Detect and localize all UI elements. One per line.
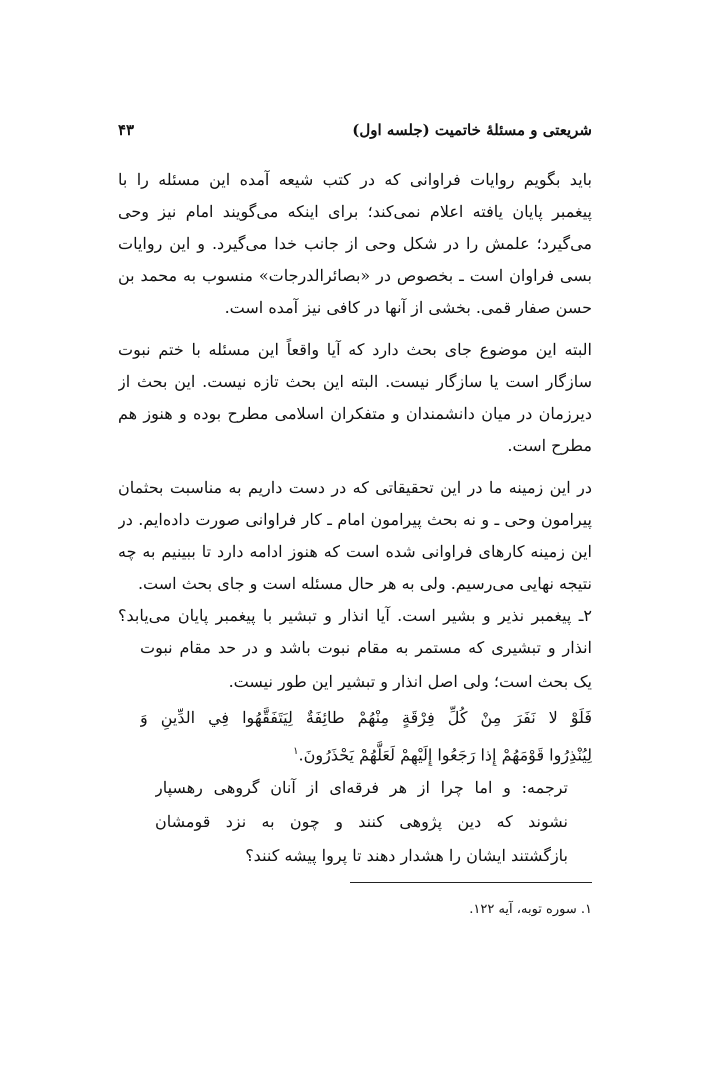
translation-line: نشوند که دین پژوهی کنند و چون به نزد قومشان [155, 812, 568, 831]
quran-verse-line: لِيُنْذِرُوا قَوْمَهُمْ إِذا رَجَعُوا إِلَيْهِمْ لَعَلَّهُمْ يَحْذَرُونَ.$^۱$ [293, 745, 592, 765]
body-line: یک بحث است؛ ولی اصل انذار و تبشیر این طور نیست. [228, 672, 592, 691]
body-line: دیرزمان در میان دانشمندان و متفکران اسلامی مطرح بوده و هنوز هم [118, 404, 592, 423]
body-line: مطرح است. [507, 436, 592, 455]
body-line: پیرامون وحی ـ و نه بحث پیرامون امام ـ کار فراوانی صورت داده‌ایم. در [118, 510, 592, 529]
body-line: نتیجه نهایی می‌رسیم. ولی به هر حال مسئله است و جای بحث است. [137, 574, 592, 593]
body-line: البته این موضوع جای بحث دارد که آیا واقعاً این مسئله با ختم نبوت [118, 340, 592, 359]
header-title: شریعتی و مسئلۀ خاتمیت (جلسه اول) [352, 121, 592, 139]
body-line: می‌گیرد؛ علمش را در شکل وحی از جانب خدا می‌گیرد. و این روایات [118, 234, 592, 253]
body-line: بسی فراوان است ـ بخصوص در «بصائرالدرجات» منسوب به محمد بن [118, 266, 592, 285]
body-line: این زمینه کارهای فراوانی شده است که هنوز ادامه دارد تا ببینیم به چه [118, 542, 592, 561]
body-line: سازگار است یا سازگار نیست. البته این بحث تازه نیست. این بحث از [118, 372, 592, 391]
body-line: پیغمبر پایان یافته اعلام نمی‌کند؛ برای اینکه می‌گویند امام نیز وحی [118, 202, 592, 221]
translation-line: ترجمه: و اما چرا از هر فرقه‌ای از آنان گروهی رهسپار [155, 778, 568, 797]
running-header [118, 116, 592, 144]
body-line: حسن صفار قمی. بخشی از آنها در کافی نیز آمده است. [224, 298, 592, 317]
footnote-marker: ۱ [293, 746, 299, 757]
body-line: در این زمینه ما در این تحقیقاتی که در دست داریم به مناسبت بحثمان [118, 478, 592, 497]
body-line: باید بگویم روایات فراوانی که در کتب شیعه آمده این مسئله را با [118, 170, 592, 189]
footnote-divider [350, 882, 592, 883]
quran-verse-line: فَلَوْ لا نَفَرَ مِنْ كُلِّ فِرْقَةٍ مِنْهُمْ طائِفَةٌ لِيَتَفَقَّهُوا فِي الدِّينِ وَ [140, 708, 592, 727]
body-line: ۲ـ پیغمبر نذیر و بشیر است. آیا انذار و تبشیر با پیغمبر پایان می‌یابد؟ [118, 606, 592, 625]
footnote: ۱. سوره توبه، آیه ۱۲۲. [469, 902, 592, 917]
body-line: انذار و تبشیری که مستمر به مقام نبوت باشد و در حد مقام نبوت [140, 638, 592, 657]
page-number: ۴۳ [118, 121, 135, 139]
translation-line: بازگشتند ایشان را هشدار دهند تا پروا پیشه کنند؟ [245, 846, 568, 865]
